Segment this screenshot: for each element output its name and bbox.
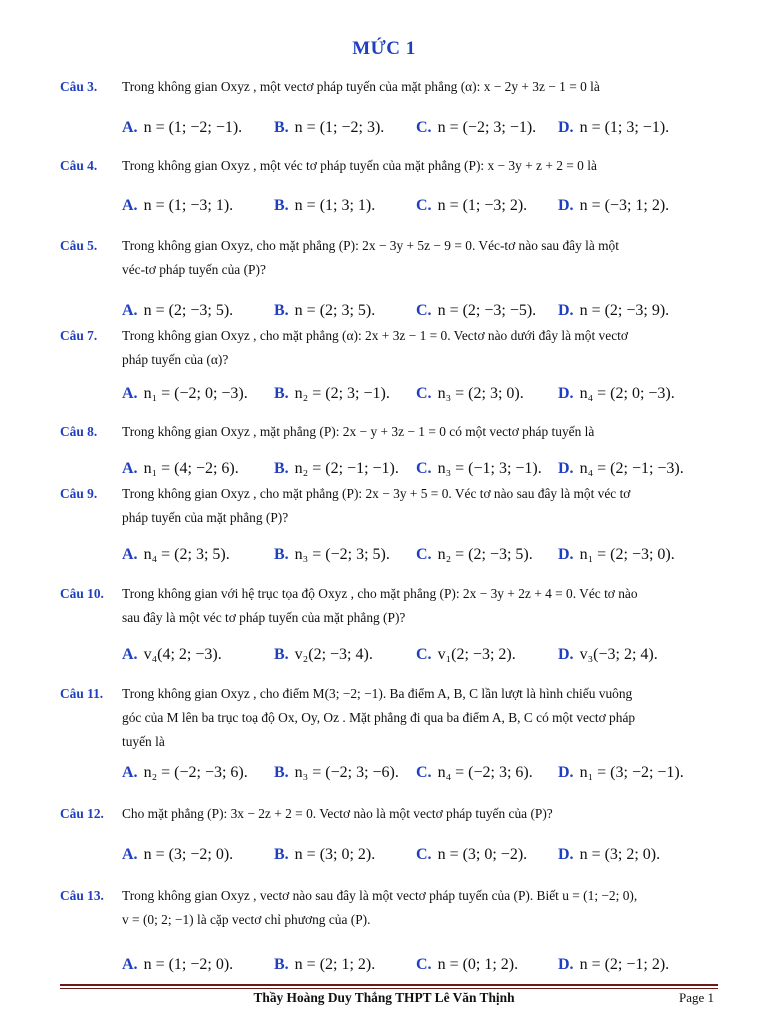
footer-divider xyxy=(60,984,718,986)
question-text xyxy=(122,482,712,530)
question-label: Câu 12. xyxy=(60,806,104,821)
answer-option-key: C. xyxy=(416,302,432,319)
answer-option xyxy=(122,460,239,478)
answer-option xyxy=(274,460,399,478)
answer-option xyxy=(416,956,518,974)
answer-option xyxy=(274,646,373,664)
answer-option xyxy=(122,846,233,864)
answer-option-key: C. xyxy=(416,460,432,477)
answer-option-value: n = (1; −2; 0). xyxy=(143,956,234,973)
footer-divider-thin xyxy=(60,988,718,989)
answer-option-value: n = (1; −3; 2). xyxy=(437,197,528,214)
answer-option-value: n = (3; 2; 0). xyxy=(579,846,661,863)
answer-options xyxy=(0,460,768,480)
answer-option xyxy=(416,846,527,864)
answer-option xyxy=(416,546,533,564)
answer-option-key: C. xyxy=(416,764,432,781)
answer-options xyxy=(0,646,768,666)
answer-option-key: A. xyxy=(122,646,138,663)
answer-option-value: n₂ = (2; −3; 5). xyxy=(437,546,533,563)
question-text xyxy=(122,582,712,630)
answer-option xyxy=(122,646,222,664)
answer-option xyxy=(558,460,684,478)
question-text-line: pháp tuyến của mặt phẳng (P)? xyxy=(122,510,289,525)
answer-option-key: A. xyxy=(122,197,138,214)
answer-option-key: A. xyxy=(122,385,138,402)
question-label: Câu 9. xyxy=(60,486,98,501)
answer-option-key: D. xyxy=(558,460,574,477)
question-text xyxy=(122,802,712,826)
answer-option-key: A. xyxy=(122,460,138,477)
answer-option-value: n₃ = (−2; 3; −6). xyxy=(294,764,399,781)
question-text xyxy=(122,75,712,99)
answer-option-value: n₁ = (2; −3; 0). xyxy=(579,546,675,563)
answer-option xyxy=(274,764,399,782)
answer-option-value: n = (1; 3; 1). xyxy=(294,197,376,214)
answer-option-key: D. xyxy=(558,197,574,214)
question-label: Câu 8. xyxy=(60,424,98,439)
answer-option-key: A. xyxy=(122,119,138,136)
question-text-line: Trong không gian Oxyz , một véc tơ pháp tuyến của mặt phẳng (P): x − 3y + z + 2 = 0 là xyxy=(122,158,597,173)
answer-options xyxy=(0,119,768,139)
answer-option-key: B. xyxy=(274,846,289,863)
answer-option-value: n = (2; −1; 2). xyxy=(579,956,670,973)
answer-options xyxy=(0,956,768,976)
answer-option-key: C. xyxy=(416,385,432,402)
answer-option-value: n₄ = (2; 3; 5). xyxy=(143,546,230,563)
answer-option xyxy=(122,546,230,564)
question-text-line: Trong không gian Oxyz , mặt phẳng (P): 2x − y + 3z − 1 = 0 có một vectơ pháp tuyến là xyxy=(122,424,595,439)
answer-option xyxy=(558,385,675,403)
answer-option-value: n = (−3; 1; 2). xyxy=(579,197,670,214)
answer-option-key: B. xyxy=(274,119,289,136)
answer-option-value: n₃ = (−2; 3; 5). xyxy=(294,546,390,563)
answer-option xyxy=(274,956,375,974)
answer-option xyxy=(274,197,375,215)
answer-option-key: D. xyxy=(558,119,574,136)
answer-option-key: C. xyxy=(416,546,432,563)
answer-option xyxy=(274,119,384,137)
footer-page-number: Page 1 xyxy=(678,990,714,1005)
answer-option xyxy=(558,119,669,137)
question-text-line: v = (0; 2; −1) là cặp vectơ chỉ phương của (P). xyxy=(122,912,371,927)
answer-option-key: D. xyxy=(558,302,574,319)
question-text-line: Trong không gian Oxyz, cho mặt phẳng (P): 2x − 3y + 5z − 9 = 0. Véc-tơ nào sau đây là một xyxy=(122,238,619,253)
answer-option-value: n₁ = (−2; 0; −3). xyxy=(143,385,248,402)
answer-option-key: C. xyxy=(416,197,432,214)
answer-option-key: D. xyxy=(558,646,574,663)
answer-option-value: n = (1; −3; 1). xyxy=(143,197,234,214)
question-text xyxy=(122,884,712,932)
answer-option-value: n = (2; 3; 5). xyxy=(294,302,376,319)
answer-option-value: n = (0; 1; 2). xyxy=(437,956,519,973)
answer-options xyxy=(0,302,768,322)
question-text xyxy=(122,324,712,372)
answer-option xyxy=(122,197,233,215)
answer-option-value: n₂ = (2; 3; −1). xyxy=(294,385,390,402)
answer-option-value: v₃(−3; 2; 4). xyxy=(579,646,658,663)
answer-option-value: n = (3; −2; 0). xyxy=(143,846,234,863)
answer-option-key: C. xyxy=(416,846,432,863)
answer-option xyxy=(122,385,248,403)
answer-options xyxy=(0,385,768,405)
answer-options xyxy=(0,546,768,566)
answer-option-value: n = (2; −3; 9). xyxy=(579,302,670,319)
answer-option-value: n = (2; 1; 2). xyxy=(294,956,376,973)
answer-options xyxy=(0,764,768,784)
answer-option-key: B. xyxy=(274,385,289,402)
answer-option xyxy=(416,385,524,403)
question-text-line: Trong không gian Oxyz , cho mặt phẳng (P): 2x − 3y + 5 = 0. Véc tơ nào sau đây là một véc tơ xyxy=(122,486,631,501)
question-label: Câu 10. xyxy=(60,586,104,601)
answer-option xyxy=(416,119,536,137)
question-text-line: Trong không gian với hệ trục tọa độ Oxyz , cho mặt phẳng (P): 2x − 3y + 2z + 4 = 0. Véc tơ nào xyxy=(122,586,638,601)
question-text-line: Trong không gian Oxyz , cho mặt phẳng (α): 2x + 3z − 1 = 0. Vectơ nào dưới đây là một vectơ xyxy=(122,328,628,343)
question-label: Câu 7. xyxy=(60,328,98,343)
answer-option-key: B. xyxy=(274,764,289,781)
answer-option xyxy=(558,764,684,782)
answer-option xyxy=(558,302,669,320)
answer-option-key: C. xyxy=(416,119,432,136)
answer-option-key: C. xyxy=(416,646,432,663)
question-text xyxy=(122,154,712,178)
question-label: Câu 11. xyxy=(60,686,104,701)
answer-option xyxy=(558,197,669,215)
answer-option xyxy=(416,302,536,320)
answer-option xyxy=(416,764,533,782)
answer-option-key: A. xyxy=(122,546,138,563)
answer-option-value: n = (1; −2; 3). xyxy=(294,119,385,136)
answer-option-key: B. xyxy=(274,302,289,319)
answer-options xyxy=(0,197,768,217)
answer-option-key: A. xyxy=(122,846,138,863)
answer-option-key: B. xyxy=(274,460,289,477)
answer-option-value: n₃ = (2; 3; 0). xyxy=(437,385,524,402)
answer-option-value: n₃ = (−1; 3; −1). xyxy=(437,460,542,477)
question-text xyxy=(122,682,712,754)
question-label: Câu 5. xyxy=(60,238,98,253)
answer-option xyxy=(274,846,375,864)
answer-option-value: n₂ = (−2; −3; 6). xyxy=(143,764,248,781)
answer-option-value: n = (2; −3; −5). xyxy=(437,302,537,319)
answer-option-value: n₄ = (−2; 3; 6). xyxy=(437,764,533,781)
question-text xyxy=(122,420,712,444)
answer-option-key: A. xyxy=(122,764,138,781)
answer-option-key: B. xyxy=(274,956,289,973)
answer-option-value: n₁ = (3; −2; −1). xyxy=(579,764,684,781)
question-text-line: góc của M lên ba trục toạ độ Ox, Oy, Oz . Mặt phẳng đi qua ba điểm A, B, C có một vectơ pháp xyxy=(122,710,636,725)
answer-option-key: A. xyxy=(122,302,138,319)
question-text-line: Trong không gian Oxyz , vectơ nào sau đây là một vectơ pháp tuyến của (P). Biết u = (1; −2; 0), xyxy=(122,888,638,903)
question-text-line: Trong không gian Oxyz , một vectơ pháp tuyến của mặt phẳng (α): x − 2y + 3z − 1 = 0 là xyxy=(122,79,600,94)
answer-option-key: B. xyxy=(274,546,289,563)
footer-author: Thầy Hoàng Duy Thắng THPT Lê Văn Thịnh xyxy=(253,990,515,1005)
answer-option xyxy=(274,385,390,403)
answer-option-value: v₁(2; −3; 2). xyxy=(437,646,516,663)
answer-option-key: A. xyxy=(122,956,138,973)
answer-option-value: n = (1; 3; −1). xyxy=(579,119,670,136)
answer-option xyxy=(558,546,675,564)
answer-option-key: D. xyxy=(558,546,574,563)
question-label: Câu 3. xyxy=(60,79,98,94)
question-text xyxy=(122,234,712,282)
answer-option-value: n₄ = (2; −1; −3). xyxy=(579,460,684,477)
answer-option-value: n₂ = (2; −1; −1). xyxy=(294,460,399,477)
answer-option-value: n = (3; 0; −2). xyxy=(437,846,528,863)
answer-option-value: n = (−2; 3; −1). xyxy=(437,119,537,136)
page-title: MỨC 1 xyxy=(352,38,416,59)
answer-option-key: B. xyxy=(274,646,289,663)
answer-option-key: D. xyxy=(558,956,574,973)
question-text-line: tuyến là xyxy=(122,734,165,749)
question-label: Câu 4. xyxy=(60,158,98,173)
answer-option xyxy=(274,302,375,320)
answer-option-value: n = (2; −3; 5). xyxy=(143,302,234,319)
answer-option xyxy=(122,764,248,782)
question-label: Câu 13. xyxy=(60,888,104,903)
answer-option-value: n₄ = (2; 0; −3). xyxy=(579,385,675,402)
answer-option-key: D. xyxy=(558,764,574,781)
question-text-line: Trong không gian Oxyz , cho điểm M(3; −2; −1). Ba điểm A, B, C lần lượt là hình chiếu vuông xyxy=(122,686,633,701)
answer-option-value: n = (1; −2; −1). xyxy=(143,119,243,136)
answer-option-value: v₄(4; 2; −3). xyxy=(143,646,222,663)
answer-option-key: D. xyxy=(558,385,574,402)
question-text-line: sau đây là một véc tơ pháp tuyến của mặt phẳng (P)? xyxy=(122,610,406,625)
answer-option xyxy=(558,646,658,664)
answer-option-value: n₁ = (4; −2; 6). xyxy=(143,460,239,477)
answer-option-key: B. xyxy=(274,197,289,214)
question-text-line: Cho mặt phẳng (P): 3x − 2z + 2 = 0. Vectơ nào là một vectơ pháp tuyến của (P)? xyxy=(122,806,553,821)
answer-option-key: D. xyxy=(558,846,574,863)
answer-option xyxy=(122,956,233,974)
answer-option xyxy=(416,646,516,664)
answer-option xyxy=(416,460,542,478)
answer-option xyxy=(274,546,390,564)
answer-option xyxy=(122,119,242,137)
answer-option xyxy=(558,846,660,864)
answer-option-value: n = (3; 0; 2). xyxy=(294,846,376,863)
answer-option-value: v₂(2; −3; 4). xyxy=(294,646,373,663)
answer-option-key: C. xyxy=(416,956,432,973)
question-text-line: véc-tơ pháp tuyến của (P)? xyxy=(122,262,266,277)
answer-option xyxy=(558,956,669,974)
answer-options xyxy=(0,846,768,866)
answer-option xyxy=(416,197,527,215)
question-text-line: pháp tuyến của (α)? xyxy=(122,352,229,367)
answer-option xyxy=(122,302,233,320)
